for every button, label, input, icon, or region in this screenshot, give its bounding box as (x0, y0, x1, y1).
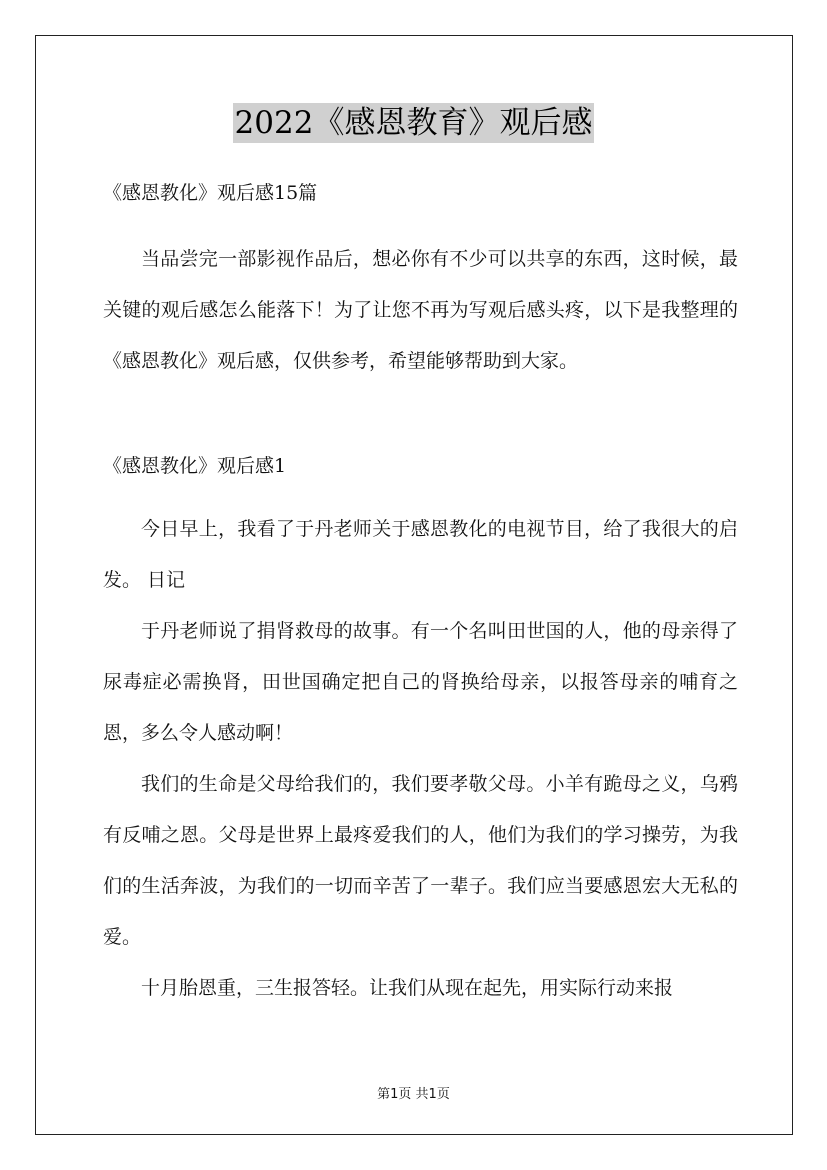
title-container (0, 103, 827, 143)
document-subtitle: 《感恩教化》观后感15篇 (103, 182, 318, 204)
page-footer: 第1页 共1页 (377, 1087, 450, 1102)
document-title: 2022《感恩教育》观后感 (234, 105, 593, 141)
body-paragraph: 我们的生命是父母给我们的，我们要孝敬父母。小羊有跪母之义，乌鸦有反哺之恩。父母是世界上最疼爱我们的人，他们为我们的学习操劳，为我们的生活奔波，为我们的一切而辛苦了一辈子。我们应当要感恩宏大无私的爱。 (103, 773, 738, 948)
document-body (103, 166, 738, 1014)
intro-paragraph: 当品尝完一部影视作品后，想必你有不少可以共享的东西，这时候，最关键的观后感怎么能落下！为了让您不再为写观后感头疼，以下是我整理的《感恩教化》观后感，仅供参考，希望能够帮助到大家。 (103, 248, 738, 372)
body-paragraph: 今日早上，我看了于丹老师关于感恩教化的电视节目，给了我很大的启发。 日记 (103, 518, 738, 591)
body-paragraph: 于丹老师说了捐肾救母的故事。有一个名叫田世国的人，他的母亲得了尿毒症必需换肾，田世国确定把自己的肾换给母亲，以报答母亲的哺育之恩，多么令人感动啊！ (103, 620, 738, 744)
section-heading: 《感恩教化》观后感1 (103, 455, 287, 477)
body-paragraph: 十月胎恩重，三生报答轻。让我们从现在起先，用实际行动来报 (141, 977, 674, 999)
